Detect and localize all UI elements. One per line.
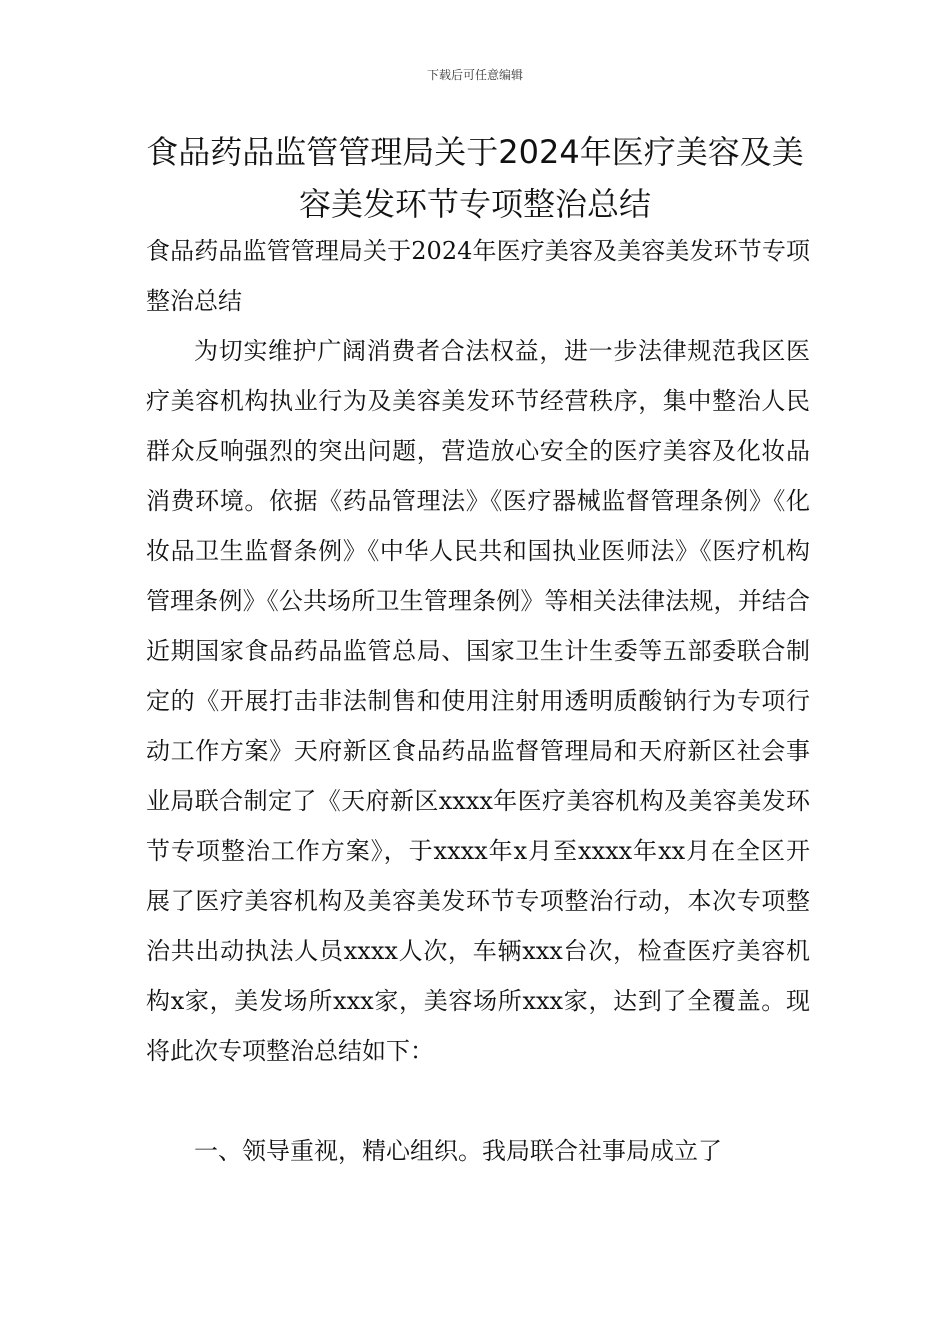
body-paragraph: 为切实维护广阔消费者合法权益，进一步法律规范我区医疗美容机构执业行为及美容美发环节经营秩序，集中整治人民群众反响强烈的突出问题，营造放心安全的医疗美容及化妆品消费环境。依据《药品管理法》《医疗器械监督管理条例》《化妆品卫生监督条例》《中华人民共和国执业医师法》《医疗机构管理条例》《公共场所卫生管理条例》等相关法律法规，并结合近期国家食品药品监管总局、国家卫生计生委等五部委联合制定的《开展打击非法制售和使用注射用透明质酸钠行为专项行动工作方案》天府新区食品药品监督管理局和天府新区社会事业局联合制定了《天府新区xxxx年医疗美容机构及美容美发环节专项整治工作方案》，于xxxx年x月至xxxx年xx月在全区开展了医疗美容机构及美容美发环节专项整治行动，本次专项整治共出动执法人员xxxx人次，车辆xxx台次，检查医疗美容机构x家，美发场所xxx家，美容场所xxx家，达到了全覆盖。现将此次专项整治总结如下： bbox=[146, 337, 810, 1065]
header-note: 下载后可任意编辑 bbox=[426, 68, 523, 82]
document-subtitle: 食品药品监管管理局关于2024年医疗美容及美容美发环节专项整治总结 bbox=[146, 237, 810, 315]
document-title: 食品药品监管管理局关于2024年医疗美容及美容美发环节专项整治总结 bbox=[146, 133, 804, 223]
document-body bbox=[146, 226, 810, 1176]
section-paragraph: 一、领导重视，精心组织。我局联合社事局成立了 bbox=[194, 1137, 722, 1165]
